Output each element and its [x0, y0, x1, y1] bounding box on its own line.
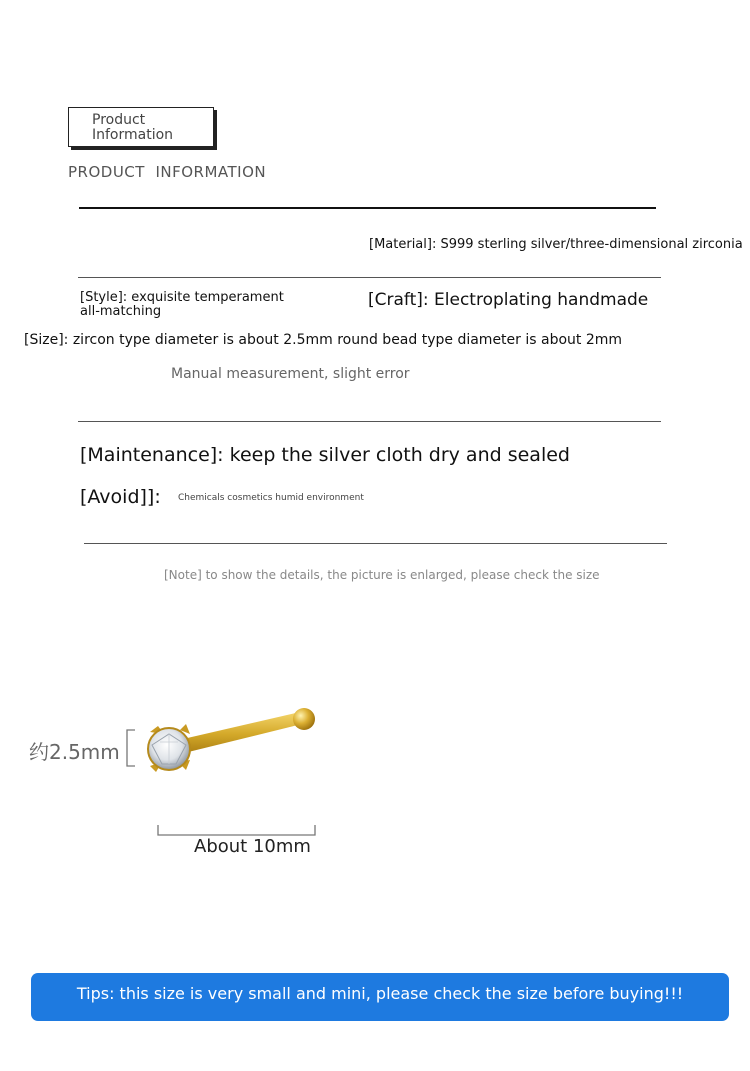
page-subtitle: PRODUCT INFORMATION: [68, 163, 267, 181]
measurement-note: Manual measurement, slight error: [171, 366, 410, 382]
diameter-bracket: [127, 730, 135, 766]
style-spec: [80, 291, 284, 319]
material-spec: [Material]: S999 sterling silver/three-dimensional zirconia: [369, 237, 743, 252]
title-line-1: Product: [92, 112, 146, 128]
size-spec: [Size]: zircon type diameter is about 2.5mm round bead type diameter is about 2mm: [24, 332, 623, 348]
tips-text: Tips: this size is very small and mini, please check the size before buying!!!: [76, 984, 684, 1003]
length-label: About 10mm: [194, 836, 311, 857]
top-divider: [79, 207, 656, 209]
divider-3: [84, 543, 667, 544]
craft-spec: [Craft]: Electroplating handmade: [368, 290, 649, 310]
style-line-1: [Style]: exquisite temperament: [80, 290, 284, 305]
product-information-title-box: [68, 107, 214, 147]
avoid-label: [Avoid]]:: [80, 486, 161, 508]
style-line-2: all-matching: [80, 304, 162, 319]
maintenance-spec: [Maintenance]: keep the silver cloth dry and sealed: [80, 444, 570, 466]
length-bracket: [158, 825, 315, 835]
stud-ball: [293, 708, 315, 730]
tips-banner: [31, 973, 729, 1021]
divider-2: [78, 421, 661, 422]
divider-1: [78, 277, 661, 278]
title-line-2: Information: [92, 127, 174, 143]
diameter-label: 约2.5mm: [29, 740, 120, 764]
avoid-value: Chemicals cosmetics humid environment: [178, 493, 364, 503]
enlargement-note: [Note] to show the details, the picture is enlarged, please check the size: [164, 568, 600, 582]
